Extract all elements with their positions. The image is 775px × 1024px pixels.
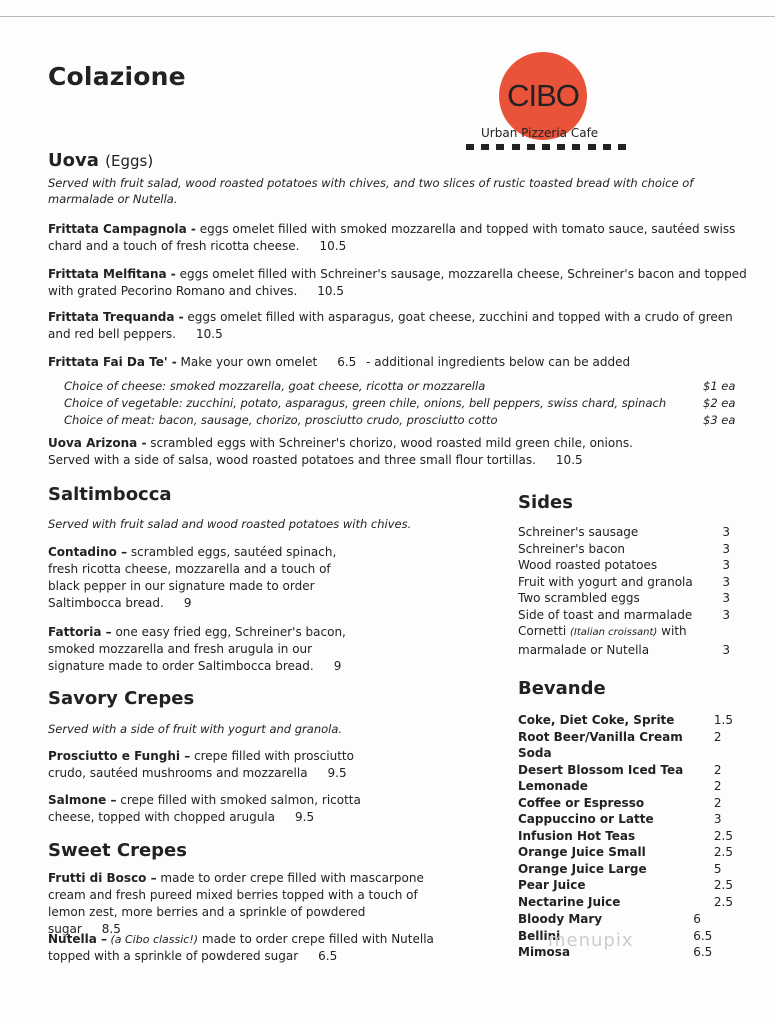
list-item: Coffee or Espresso 2 bbox=[518, 795, 722, 810]
logo-text: CIBO bbox=[507, 78, 579, 113]
watermark: menupix bbox=[548, 930, 634, 951]
list-item: Schreiner's bacon 3 bbox=[518, 541, 730, 556]
menu-item: Prosciutto e Funghi – crepe filled with prosciutto crudo, sautéed mushrooms and mozzarella 9.5 bbox=[48, 749, 354, 780]
list-item: Orange Juice Small 2.5 bbox=[518, 845, 733, 859]
option-price: $2 ea bbox=[703, 396, 736, 410]
option-price: $1 ea bbox=[703, 379, 736, 393]
savory-description: Served with a side of fruit with yogurt and granola. bbox=[48, 722, 343, 736]
list-item: Side of toast and marmalade 3 bbox=[518, 607, 730, 622]
page-title: Colazione bbox=[48, 62, 186, 91]
list-item: Pear Juice 2.5 bbox=[518, 878, 733, 892]
list-item: Cornetti (Italian croissant) with marmalade or Nutella 3 bbox=[518, 624, 730, 657]
list-item: Root Beer/Vanilla Cream Soda 2 bbox=[518, 729, 722, 760]
list-item: Orange Juice Large 5 bbox=[518, 861, 722, 876]
list-item: Coke, Diet Coke, Sprite 1.5 bbox=[518, 713, 733, 727]
menu-item: Nutella – (a Cibo classic!) made to order crepe filled with Nutella topped with a sprinkle of powdered sugar 6.5 bbox=[48, 932, 434, 963]
list-item: Lemonade 2 bbox=[518, 779, 722, 793]
list-item: Desert Blossom Iced Tea 2 bbox=[518, 762, 722, 777]
saltimbocca-description: Served with fruit salad and wood roasted potatoes with chives. bbox=[48, 517, 412, 531]
list-item: Wood roasted potatoes 3 bbox=[518, 558, 730, 572]
option-line: Choice of cheese: smoked mozzarella, goat cheese, ricotta or mozzarella bbox=[64, 379, 486, 393]
checker-border bbox=[466, 144, 626, 150]
option-price: $3 ea bbox=[703, 413, 736, 427]
list-item: Infusion Hot Teas 2.5 bbox=[518, 828, 733, 843]
list-item: Mimosa 6.5 bbox=[518, 945, 713, 959]
option-line: Choice of meat: bacon, sausage, chorizo, prosciutto crudo, prosciutto cotto bbox=[64, 413, 498, 427]
option-line: Choice of vegetable: zucchini, potato, asparagus, green chile, onions, bell peppers, swiss chard, spinach bbox=[64, 396, 667, 410]
menu-item: Uova Arizona - scrambled eggs with Schreiner's chorizo, wood roasted mild green chile, onions. Served with a side of salsa, wood roasted potatoes and three small flour tortillas. 10.5 bbox=[48, 436, 633, 467]
section-title-sweet-crepes: Sweet Crepes bbox=[48, 840, 187, 861]
bevande-table bbox=[518, 712, 733, 910]
section-title-savory-crepes: Savory Crepes bbox=[48, 688, 195, 709]
section-title-saltimbocca: Saltimbocca bbox=[48, 484, 172, 505]
menu-item: Contadino – scrambled eggs, sautéed spinach, fresh ricotta cheese, mozzarella and a touch of black pepper in our signature made to order Saltimbocca bread. 9 bbox=[48, 545, 337, 610]
menu-item: Frittata Fai Da Te' - Make your own omelet 6.5 - additional ingredients below can be added bbox=[48, 355, 631, 369]
menu-item: Frittata Trequanda - eggs omelet filled with asparagus, goat cheese, zucchini and topped with a crudo of green and red bell peppers. 10.5 bbox=[48, 310, 733, 341]
menu-item: Salmone – crepe filled with smoked salmon, ricotta cheese, topped with chopped arugula 9.5 bbox=[48, 793, 361, 824]
list-item: Bloody Mary 6 bbox=[518, 912, 701, 926]
sides-table bbox=[518, 524, 730, 658]
list-item: Bellini 6.5 bbox=[518, 928, 713, 943]
section-title-bevande: Bevande bbox=[518, 678, 606, 699]
list-item: Nectarine Juice 2.5 bbox=[518, 894, 733, 909]
section-title-sides: Sides bbox=[518, 492, 573, 513]
top-border bbox=[0, 16, 775, 17]
section-title-uova: Uova (Eggs) bbox=[48, 150, 154, 171]
list-item: Cappuccino or Latte 3 bbox=[518, 812, 722, 826]
list-item: Two scrambled eggs 3 bbox=[518, 591, 730, 605]
menu-item: Fattoria – one easy fried egg, Schreiner's bacon, smoked mozzarella and fresh arugula in our signature made to order Saltimbocca bread. 9 bbox=[48, 625, 346, 673]
uova-description: Served with fruit salad, wood roasted potatoes with chives, and two slices of rustic toasted bread with choice of marmalade or Nutella. bbox=[48, 176, 694, 206]
menu-item: Frittata Melfitana - eggs omelet filled with Schreiner's sausage, mozzarella cheese, Schreiner's bacon and topped with grated Pecorino Romano and chives. 10.5 bbox=[48, 267, 747, 298]
logo-tagline: Urban Pizzeria Cafe bbox=[481, 126, 599, 140]
list-item: Fruit with yogurt and granola 3 bbox=[518, 574, 730, 589]
menu-item: Frittata Campagnola - eggs omelet filled with smoked mozzarella and topped with tomato sauce, sautéed swiss chard and a touch of fresh ricotta cheese. 10.5 bbox=[48, 222, 736, 253]
menu-item: Frutti di Bosco – made to order crepe filled with mascarpone cream and fresh pureed mixed berries topped with a touch of lemon zest, more berries and a sprinkle of powdered sugar 8.5 bbox=[48, 871, 424, 936]
list-item: Schreiner's sausage 3 bbox=[518, 525, 730, 539]
